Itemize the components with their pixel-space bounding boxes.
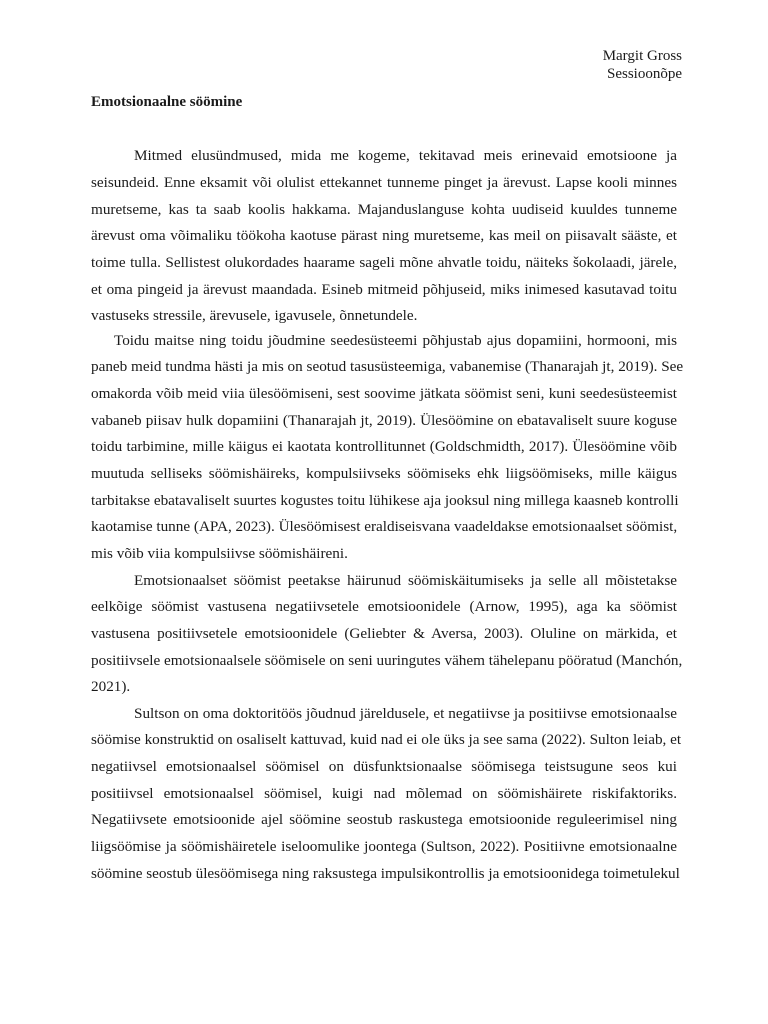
paragraph-1-line-4: ärevust oma võimaliku töökoha kaotuse pärast ning muretseme, kas meil on piisavalt sääste, et	[91, 227, 677, 244]
paragraph-1-line-7: vastuseks stressile, ärevusele, igavusele, õnnetundele.	[91, 307, 418, 324]
paragraph-1-line-6: et oma pingeid ja ärevust maandada. Esineb mitmeid põhjuseid, miks inimesed kasutavad toitu	[91, 281, 677, 298]
paragraph-1-line-2: seisundeid. Enne eksamit või olulist ettekannet tunneme pinget ja ärevust. Lapse kooli minnes	[91, 174, 677, 191]
paragraph-3-line-2: eelkõige söömist vastusena negatiivsetele emotsioonidele (Arnow, 1995), aga ka söömist	[91, 598, 677, 615]
paragraph-2-line-8: kaotamise tunne (APA, 2023). Ülesöömisest eraldiseisvana vaadeldakse emotsionaalset söömist,	[91, 518, 678, 535]
paragraph-4-line-5: Negatiivsete emotsioonide ajel söömine seostub raskustega emotsioonide reguleerimisel ning	[91, 811, 677, 828]
paragraph-2-line-6: muutuda selliseks söömishäireks, kompulsiivseks söömiseks ehk liigsöömiseks, mille käigus	[91, 465, 677, 482]
paragraph-2-line-9: mis võib viia kompulsiivse söömishäireni.	[91, 545, 348, 562]
paragraph-4-line-7: söömine seostub ülesöömisega ning raksustega impulsikontrollis ja emotsioonidega toimetulekul	[91, 865, 680, 882]
paragraph-2-line-1: Toidu maitse ning toidu jõudmine seedesüsteemi põhjustab ajus dopamiini, hormooni, mis	[114, 332, 677, 349]
paragraph-3-line-1: Emotsionaalset söömist peetakse häirunud söömiskäitumiseks ja selle all mõistetakse	[134, 572, 677, 589]
paragraph-4-line-1: Sultson on oma doktoritöös jõudnud järeldusele, et negatiivse ja positiivse emotsionaalse	[134, 705, 677, 722]
paragraph-2-line-7: tarbitakse ebatavaliselt suurtes kogustes toitu lühikese aja jooksul ning millega kaasneb kontrolli	[91, 492, 679, 509]
paragraph-3-line-5: 2021).	[91, 678, 131, 695]
paragraph-1-line-3: muretseme, kas ta saab koolis hakkama. Majanduslanguse kohta uudiseid kuuldes tunneme	[91, 201, 677, 218]
paragraph-4-line-6: liigsöömise ja söömishäiretele iseloomulike joontega (Sultson, 2022). Positiivne emotsionaalne	[91, 838, 677, 855]
paragraph-2-line-5: toidu tarbimine, mille käigus ei kaotata kontrollitunnet (Goldschmidth, 2017). Ülesöömine võib	[91, 438, 677, 455]
paragraph-2-line-2: paneb meid tundma hästi ja mis on seotud tasusüsteemiga, vabanemise (Thanarajah jt, 2019). See	[91, 358, 684, 375]
paragraph-3-line-4: positiivsele emotsionaalsele söömisele on seni uuringutes vähem tähelepanu pööratud (Manchón,	[91, 652, 683, 669]
author-name: Margit Gross	[602, 48, 682, 64]
paragraph-1-line-1: Mitmed elusündmused, mida me kogeme, tekitavad meis erinevaid emotsioone ja	[134, 147, 677, 164]
paragraph-2-line-4: vabaneb piisav hulk dopamiini (Thanarajah jt, 2019). Ülesöömine on ebatavaliselt suure koguse	[91, 412, 677, 429]
paragraph-4-line-2: söömise konstruktid on osaliselt kattuvad, kuid nad ei ole üks ja see sama (2022). Sulton leiab, et	[91, 731, 682, 748]
paragraph-2-line-3: omakorda võib meid viia ülesöömiseni, sest soovime jätkata söömist seni, kuni seedesüsteemist	[91, 385, 677, 402]
paragraph-4-line-3: negatiivsel emotsionaalsel söömisel on düsfunktsionaalse söömisega teistsugune seos kui	[91, 758, 677, 775]
course-name: Sessioonõpe	[607, 66, 682, 82]
document-title: Emotsionaalne söömine	[91, 94, 243, 110]
paragraph-3-line-3: vastusena positiivsetele emotsioonidele (Geliebter & Aversa, 2003). Oluline on märkida, et	[91, 625, 677, 642]
paragraph-1-line-5: toime tulla. Sellistest olukordades haarame sageli mõne ahvatle toidu, näiteks šokolaadi, järele,	[91, 254, 677, 271]
paragraph-4-line-4: positiivsel emotsionaalsel söömisel, kuigi nad mõlemad on söömishäirete riskifaktoriks.	[91, 785, 677, 802]
